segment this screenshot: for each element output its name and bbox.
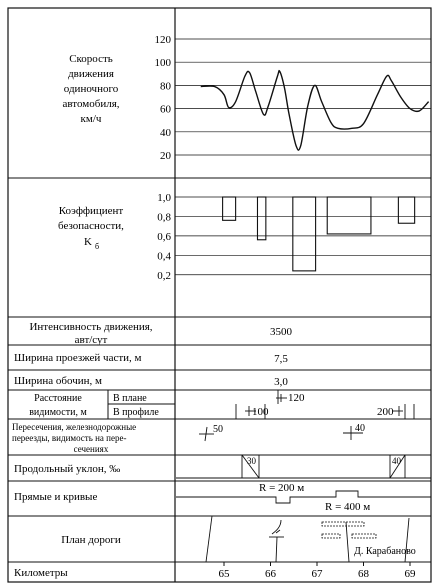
km-label: Километры bbox=[14, 567, 68, 579]
intensity-label-line: Интенсивность движения, bbox=[29, 321, 153, 333]
grade-value: 30 bbox=[247, 456, 256, 466]
visibility-label-line: Расстояние bbox=[34, 393, 82, 404]
speed-tick-label: 120 bbox=[154, 34, 171, 46]
grade-value: 40 bbox=[392, 456, 401, 466]
km-label-value: 65 bbox=[218, 568, 230, 580]
speed-label-line: км/ч bbox=[80, 113, 102, 125]
speed-label-line: одиночного bbox=[63, 83, 119, 95]
safety-tick-label: 0,6 bbox=[157, 230, 171, 243]
speed-tick-label: 80 bbox=[160, 80, 171, 93]
visibility-plan-label: В плане bbox=[113, 393, 147, 404]
speed-tick-label: 20 bbox=[160, 150, 171, 162]
crossing-visibility: 50 bbox=[213, 424, 223, 435]
speed-label-line: движения bbox=[68, 68, 114, 80]
grade-label: Продольный уклон, ‰ bbox=[14, 463, 121, 475]
village-name: Д. Карабаново bbox=[354, 546, 416, 557]
curve-radius: R = 400 м bbox=[325, 501, 371, 513]
speed-label bbox=[63, 53, 120, 125]
safety-tick-label: 0,4 bbox=[157, 250, 171, 263]
km-row bbox=[219, 562, 417, 580]
km-label-value: 68 bbox=[358, 568, 369, 580]
crossings-label-line: Пересечения, железнодорожные bbox=[12, 422, 137, 432]
speed-label-line: автомобиля, bbox=[62, 98, 120, 110]
intensity-label-line: авт/сут bbox=[74, 334, 108, 346]
safety-label bbox=[58, 205, 124, 251]
km-label-value: 69 bbox=[404, 568, 416, 580]
visibility-profile-label: В профиле bbox=[113, 407, 159, 418]
km-label-value: 66 bbox=[265, 568, 276, 580]
shoulder-value: 3,0 bbox=[274, 376, 288, 388]
safety-bar bbox=[257, 197, 265, 240]
carriageway-label: Ширина проезжей части, м bbox=[14, 352, 142, 364]
safety-label-line: Коэффициент bbox=[58, 205, 124, 217]
visibility-plan-value: 120 bbox=[288, 392, 305, 404]
crossing-marks bbox=[199, 426, 363, 441]
km-label-value: 67 bbox=[311, 568, 323, 580]
safety-bar bbox=[223, 197, 236, 220]
speed-tick-label: 40 bbox=[160, 126, 171, 139]
village-buildings bbox=[322, 522, 376, 538]
visibility-label-line: видимости, м bbox=[29, 407, 87, 418]
visibility-profile-value: 200 bbox=[377, 406, 394, 418]
crossings-label-line: переезды, видимость на пере- bbox=[12, 433, 127, 443]
carriageway-value: 7,5 bbox=[274, 353, 288, 365]
safety-bar bbox=[398, 197, 414, 223]
crossings-label-line: сечениях bbox=[73, 444, 109, 454]
safety-bar bbox=[327, 197, 371, 234]
safety-label-line: безопасности, bbox=[58, 220, 124, 232]
speed-chart bbox=[155, 34, 432, 162]
curve-radius: R = 200 м bbox=[259, 482, 305, 494]
safety-label-symbol: K bbox=[84, 236, 92, 248]
shoulder-label: Ширина обочин, м bbox=[14, 375, 102, 387]
safety-tick-label: 1,0 bbox=[157, 192, 171, 204]
safety-chart bbox=[157, 192, 431, 282]
plan-label: План дороги bbox=[61, 534, 121, 546]
crossing-visibility: 40 bbox=[355, 423, 365, 434]
safety-tick-label: 0,2 bbox=[157, 269, 171, 282]
visibility-profile-value: 100 bbox=[252, 406, 269, 418]
speed-tick-label: 60 bbox=[160, 103, 171, 116]
safety-tick-label: 0,8 bbox=[157, 211, 171, 224]
intensity-value: 3500 bbox=[270, 326, 292, 338]
safety-label-subscript: б bbox=[95, 242, 100, 251]
speed-label-line: Скорость bbox=[69, 53, 113, 65]
speed-curve bbox=[201, 71, 429, 151]
safety-bar bbox=[293, 197, 316, 271]
curves-label: Прямые и кривые bbox=[14, 491, 98, 503]
speed-tick-label: 100 bbox=[154, 57, 171, 70]
